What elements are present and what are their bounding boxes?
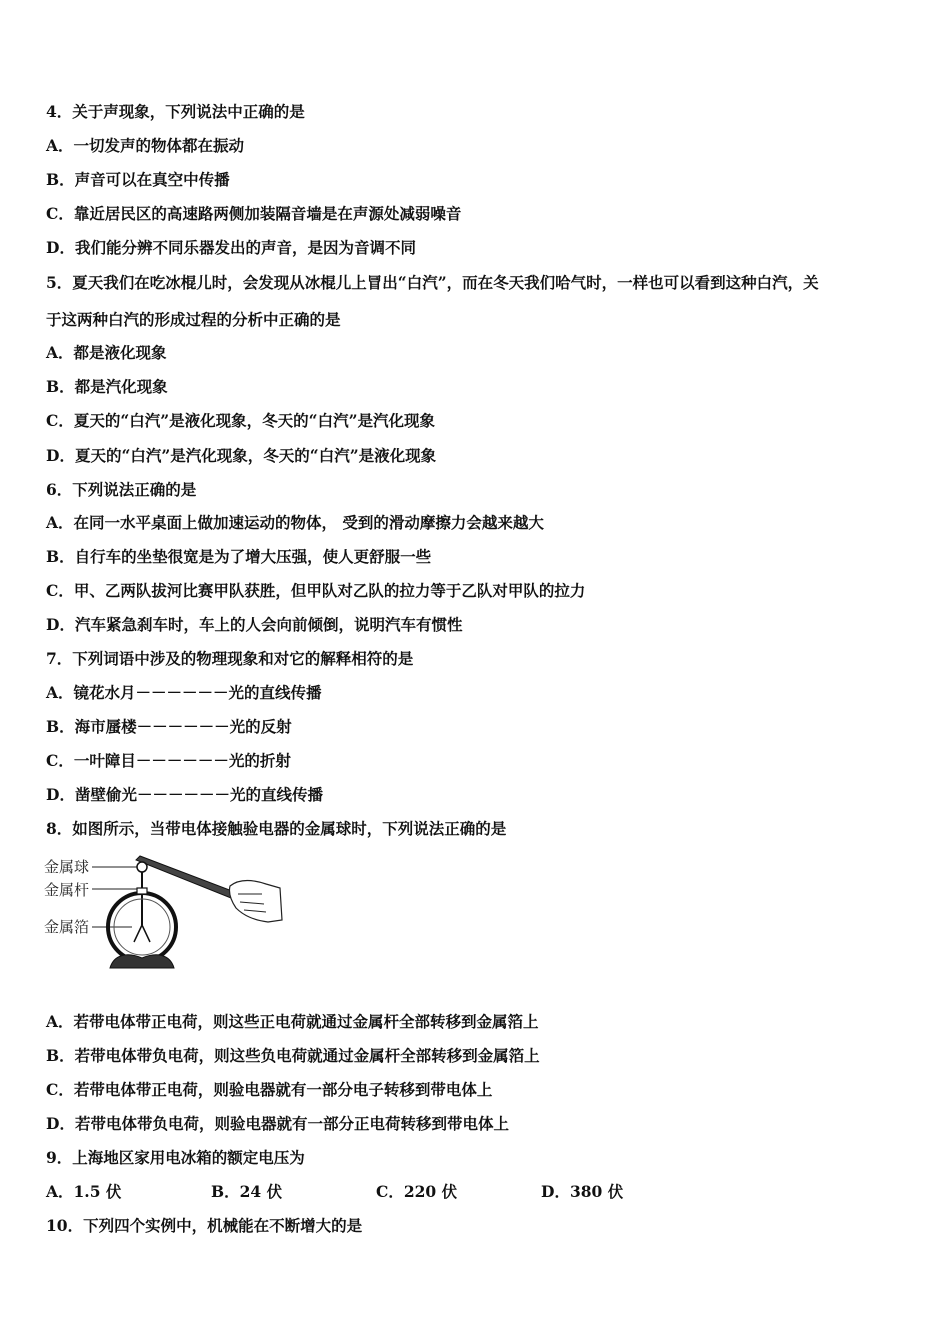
q10-stem: 10．下列四个实例中，机械能在不断增大的是 (46, 1216, 363, 1235)
q9-option-b: B．24 伏 (211, 1182, 283, 1201)
label-metal-ball: 金属球 (44, 858, 90, 876)
q8-stem: 8．如图所示，当带电体接触验电器的金属球时，下列说法正确的是 (46, 819, 507, 838)
q9-option-a: A．1.5 伏 (46, 1182, 122, 1201)
q9-stem: 9．上海地区家用电冰箱的额定电压为 (46, 1148, 305, 1167)
label-metal-rod: 金属杆 (44, 881, 90, 899)
electroscope-figure (40, 850, 290, 975)
q5-option-d: D．夏天的“白汽”是汽化现象，冬天的“白汽”是液化现象 (46, 446, 437, 465)
q5-stem-line-1: 5．夏天我们在吃冰棍儿时，会发现从冰棍儿上冒出“白汽”，而在冬天我们哈气时，一样也可以看到这种白汽，关 (46, 273, 819, 292)
q8-option-a: A．若带电体带正电荷，则这些正电荷就通过金属杆全部转移到金属箔上 (46, 1012, 539, 1031)
electroscope-stand (110, 955, 174, 968)
q9-option-d: D．380 伏 (541, 1182, 624, 1201)
label-metal-foil: 金属箔 (44, 918, 90, 936)
q5-option-c: C．夏天的“白汽”是液化现象，冬天的“白汽”是汽化现象 (46, 411, 436, 430)
q4-stem: 4．关于声现象，下列说法中正确的是 (46, 102, 305, 121)
q9-option-c: C．220 伏 (376, 1182, 458, 1201)
q6-option-c: C．甲、乙两队拔河比赛甲队获胜，但甲队对乙队的拉力等于乙队对甲队的拉力 (46, 581, 586, 600)
stopper (137, 888, 147, 894)
q8-option-b: B．若带电体带负电荷，则这些负电荷就通过金属杆全部转移到金属箔上 (46, 1046, 540, 1065)
q7-option-b: B．海市蜃楼－－－－－－光的反射 (46, 717, 292, 736)
hand-icon (229, 881, 282, 923)
electroscope-diagram (40, 850, 290, 975)
metal-foil (134, 925, 150, 942)
q7-option-d: D．凿壁偷光－－－－－－光的直线传播 (46, 785, 323, 804)
q6-option-b: B．自行车的坐垫很宽是为了增大压强，使人更舒服一些 (46, 547, 432, 566)
q5-stem-line-2: 于这两种白汽的形成过程的分析中正确的是 (46, 310, 341, 329)
q7-option-c: C．一叶障目－－－－－－光的折射 (46, 751, 291, 770)
q6-option-a: A．在同一水平桌面上做加速运动的物体， 受到的滑动摩擦力会越来越大 (46, 513, 544, 532)
q5-option-b: B．都是汽化现象 (46, 377, 168, 396)
q4-option-d: D．我们能分辨不同乐器发出的声音，是因为音调不同 (46, 238, 416, 257)
q4-option-a: A．一切发声的物体都在振动 (46, 136, 245, 155)
q4-option-c: C．靠近居民区的高速路两侧加装隔音墙是在声源处减弱噪音 (46, 204, 462, 223)
q6-option-d: D．汽车紧急刹车时，车上的人会向前倾倒，说明汽车有惯性 (46, 615, 463, 634)
q7-option-a: A．镜花水月－－－－－－光的直线传播 (46, 683, 322, 702)
metal-ball (137, 862, 147, 872)
q8-option-d: D．若带电体带负电荷，则验电器就有一部分正电荷转移到带电体上 (46, 1114, 509, 1133)
q7-stem: 7．下列词语中涉及的物理现象和对它的解释相符的是 (46, 649, 414, 668)
q4-option-b: B．声音可以在真空中传播 (46, 170, 230, 189)
q6-stem: 6．下列说法正确的是 (46, 480, 197, 499)
q8-option-c: C．若带电体带正电荷，则验电器就有一部分电子转移到带电体上 (46, 1080, 493, 1099)
q5-option-a: A．都是液化现象 (46, 343, 167, 362)
